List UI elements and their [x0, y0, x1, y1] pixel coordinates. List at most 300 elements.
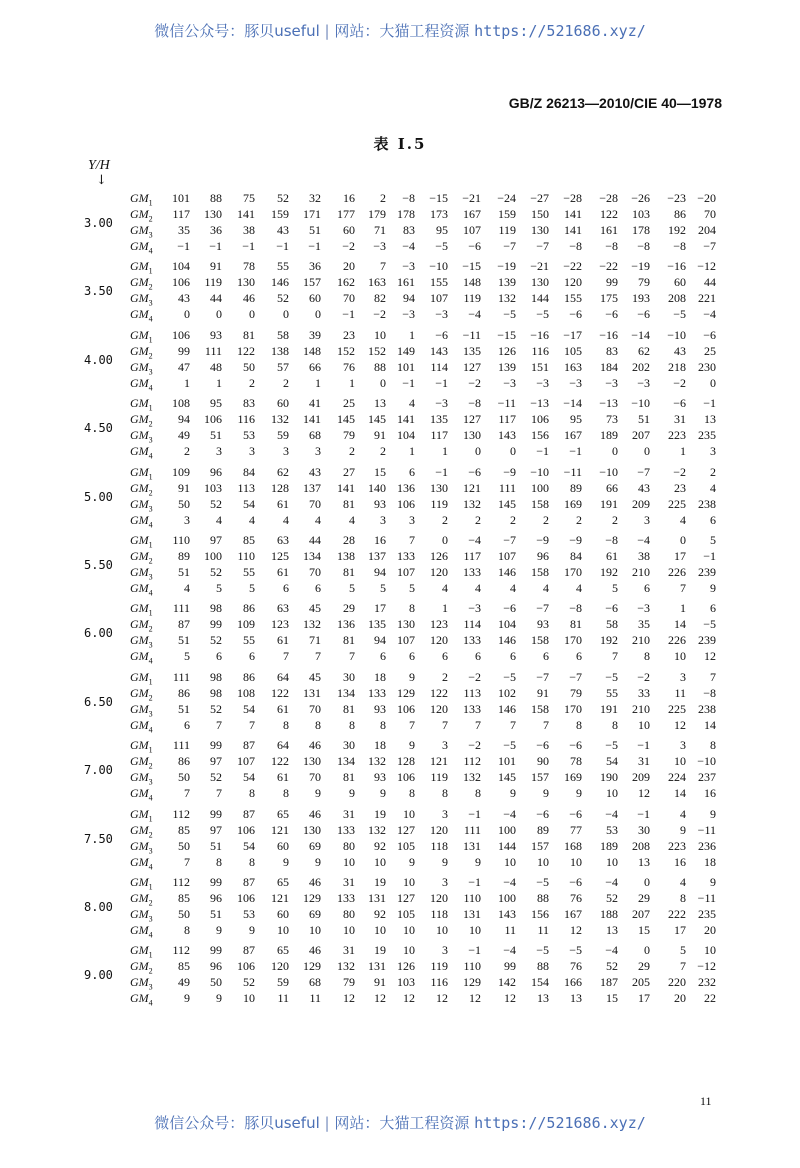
table-cell: 110	[463, 959, 481, 974]
table-cell: −3	[468, 601, 481, 616]
table-row	[0, 258, 800, 274]
table-cell: 109	[237, 617, 255, 632]
table-cell: 43	[309, 464, 321, 479]
table-cell: 168	[564, 838, 582, 853]
table-cell: 31	[343, 875, 355, 889]
table-cell: 30	[343, 738, 355, 753]
table-cell: 52	[210, 496, 222, 511]
table-cell: 132	[303, 617, 321, 632]
table-cell: 4	[184, 581, 190, 595]
table-cell: 8	[249, 786, 255, 801]
table-cell: 140	[368, 480, 386, 495]
table-cell: 132	[337, 959, 355, 974]
table-cell: 134	[337, 685, 355, 700]
table-cell: 12	[638, 786, 650, 801]
table-cell: −6	[605, 307, 618, 322]
table-cell: 4	[315, 512, 321, 527]
table-cell: −16	[599, 327, 618, 342]
table-cell: 60	[277, 907, 289, 921]
table-row	[0, 717, 800, 733]
table-cell: 38	[638, 549, 650, 563]
table-cell: 188	[600, 907, 618, 921]
watermark-prefix: 微信公众号：豚贝useful	[154, 22, 320, 40]
table-cell: 12	[374, 991, 386, 1006]
table-cell: −5	[673, 307, 686, 322]
table-cell: 83	[243, 396, 255, 411]
table-cell: 133	[463, 565, 481, 579]
table-cell: 163	[564, 359, 582, 374]
table-cell: 18	[704, 854, 716, 869]
table-cell: 0	[612, 444, 618, 459]
table-cell: 3	[409, 512, 415, 527]
row-label: $GM_2$	[130, 275, 153, 292]
table-cell: 55	[277, 259, 289, 274]
table-cell: −1	[637, 806, 650, 821]
table-cell: 9	[283, 854, 289, 869]
table-cell: 8	[710, 738, 716, 753]
table-cell: 10	[374, 327, 386, 342]
table-cell: 170	[564, 565, 582, 579]
table-cell: 51	[309, 223, 321, 237]
table-row	[0, 838, 800, 854]
table-cell: 54	[243, 701, 255, 716]
table-cell: 10	[469, 923, 481, 937]
table-cell: 70	[704, 207, 716, 221]
table-cell: 20	[343, 259, 355, 274]
table-row	[0, 395, 800, 411]
table-cell: 236	[698, 838, 716, 853]
table-cell: 117	[498, 412, 516, 427]
table-cell: 192	[600, 565, 618, 579]
table-cell: 127	[463, 412, 481, 427]
table-cell: −5	[536, 875, 549, 889]
table-cell: 9	[349, 786, 355, 801]
table-cell: 146	[498, 633, 516, 648]
table-row	[0, 906, 800, 922]
table-cell: 50	[210, 975, 222, 990]
table-cell: 7	[680, 959, 686, 974]
row-label: $GM_4$	[130, 649, 153, 666]
table-cell: 170	[564, 701, 582, 716]
table-cell: 91	[537, 685, 549, 700]
table-cell: 41	[309, 396, 321, 411]
table-cell: 122	[271, 685, 289, 700]
table-cell: −7	[569, 669, 582, 684]
table-row	[0, 206, 800, 222]
table-cell: 12	[504, 991, 516, 1006]
table-cell: 104	[498, 617, 516, 632]
table-title: 表 Ⅰ.5	[373, 135, 427, 153]
row-label: $GM_2$	[130, 412, 153, 429]
row-label: $GM_4$	[130, 307, 153, 324]
table-cell: 0	[644, 444, 650, 459]
table-cell: 98	[210, 685, 222, 700]
table-cell: −6	[536, 738, 549, 753]
table-cell: 191	[600, 701, 618, 716]
table-cell: 113	[237, 480, 255, 495]
table-cell: 17	[374, 601, 386, 616]
table-cell: 123	[430, 617, 448, 632]
table-cell: 9	[442, 854, 448, 869]
table-cell: 81	[570, 617, 582, 632]
table-cell: 6	[283, 581, 289, 595]
table-cell: 112	[463, 754, 481, 769]
table-cell: −6	[703, 327, 716, 342]
table-cell: 120	[430, 822, 448, 837]
table-cell: 192	[668, 223, 686, 237]
table-cell: 2	[283, 375, 289, 390]
table-cell: 129	[397, 685, 415, 700]
table-cell: 3	[710, 444, 716, 459]
row-group	[0, 464, 800, 540]
table-cell: 68	[309, 428, 321, 443]
table-cell: 84	[570, 549, 582, 563]
table-cell: 4	[576, 581, 582, 595]
table-cell: 4	[442, 581, 448, 595]
table-cell: −3	[605, 375, 618, 390]
table-cell: 91	[210, 259, 222, 274]
table-cell: 98	[210, 669, 222, 684]
table-cell: 106	[397, 496, 415, 511]
table-cell: −7	[637, 464, 650, 479]
row-label: $GM_2$	[130, 343, 153, 361]
standard-number: GB/Z 26213—2010/CIE 40—1978	[508, 95, 722, 111]
table-cell: 189	[600, 428, 618, 443]
row-label: $GM_3$	[130, 223, 153, 240]
table-cell: 99	[210, 617, 222, 632]
table-cell: 93	[374, 770, 386, 785]
table-cell: 127	[397, 891, 415, 905]
row-group	[0, 737, 800, 813]
table-row	[0, 327, 800, 343]
table-cell: 97	[210, 533, 222, 547]
table-cell: 8	[184, 923, 190, 937]
table-cell: 4	[249, 512, 255, 527]
table-cell: 3	[184, 512, 190, 527]
table-cell: 205	[632, 975, 650, 990]
table-cell: 6	[184, 717, 190, 732]
table-cell: 103	[632, 207, 650, 221]
table-cell: 88	[210, 191, 222, 205]
table-cell: 16	[374, 533, 386, 547]
table-cell: 209	[632, 496, 650, 511]
table-cell: 128	[271, 480, 289, 495]
table-cell: 103	[397, 975, 415, 990]
table-cell: 167	[564, 907, 582, 921]
table-cell: −28	[599, 191, 618, 205]
table-cell: 87	[243, 943, 255, 958]
row-label: $GM_1$	[130, 533, 153, 550]
yh-value: 7.50	[84, 831, 113, 846]
row-label: $GM_1$	[130, 259, 153, 276]
table-cell: 179	[368, 207, 386, 221]
table-row	[0, 974, 800, 990]
table-cell: 157	[531, 770, 549, 785]
row-label: $GM_1$	[130, 191, 153, 208]
table-cell: 171	[303, 207, 321, 221]
table-cell: 148	[463, 275, 481, 290]
table-cell: −5	[503, 738, 516, 753]
table-cell: 6	[576, 649, 582, 664]
table-cell: 5	[249, 581, 255, 595]
table-cell: 88	[537, 959, 549, 974]
table-cell: 1	[680, 601, 686, 616]
table-cell: 51	[638, 412, 650, 427]
table-cell: 161	[397, 275, 415, 290]
table-cell: 210	[632, 633, 650, 648]
table-cell: 50	[178, 770, 190, 785]
table-cell: 105	[564, 343, 582, 358]
watermark-url[interactable]: https://521686.xyz/	[474, 1114, 646, 1132]
row-label: $GM_1$	[130, 327, 153, 345]
table-cell: 9	[184, 991, 190, 1006]
table-cell: −19	[497, 259, 516, 274]
table-cell: −27	[530, 191, 549, 205]
row-label: $GM_2$	[130, 891, 153, 908]
table-cell: 155	[430, 275, 448, 290]
table-cell: −20	[697, 191, 716, 205]
table-cell: 12	[436, 991, 448, 1006]
table-cell: 81	[343, 701, 355, 716]
table-cell: 10	[374, 854, 386, 869]
table-cell: 45	[309, 669, 321, 684]
table-cell: −6	[468, 239, 481, 253]
table-cell: −4	[605, 943, 618, 958]
table-cell: 81	[243, 327, 255, 342]
table-cell: 51	[178, 565, 190, 579]
table-row	[0, 632, 800, 648]
table-cell: 55	[606, 685, 618, 700]
table-cell: 54	[243, 496, 255, 511]
table-cell: 119	[498, 223, 516, 237]
table-cell: 9	[380, 786, 386, 801]
table-cell: 2	[442, 512, 448, 527]
row-group	[0, 190, 800, 266]
axis-label-yh: Y/H	[88, 158, 110, 173]
table-cell: −11	[697, 891, 716, 905]
table-cell: 120	[430, 565, 448, 579]
table-cell: 158	[531, 565, 549, 579]
table-cell: 130	[237, 275, 255, 290]
table-cell: 129	[463, 975, 481, 990]
table-cell: 1	[409, 444, 415, 459]
table-row	[0, 685, 800, 701]
table-cell: −15	[429, 191, 448, 205]
table-cell: −6	[569, 307, 582, 322]
table-cell: 64	[277, 738, 289, 753]
table-cell: 132	[368, 822, 386, 837]
table-cell: 70	[309, 565, 321, 579]
table-cell: 107	[463, 223, 481, 237]
table-cell: 11	[504, 923, 516, 937]
table-cell: 93	[210, 327, 222, 342]
table-cell: 13	[374, 396, 386, 411]
table-cell: −3	[637, 601, 650, 616]
watermark-separator: |	[324, 1114, 330, 1132]
table-cell: 204	[698, 223, 716, 237]
table-cell: 133	[368, 685, 386, 700]
table-row	[0, 701, 800, 717]
watermark-separator: |	[324, 22, 330, 40]
watermark-bottom	[0, 1112, 800, 1133]
table-cell: 210	[632, 701, 650, 716]
table-cell: 1	[442, 601, 448, 616]
table-cell: 100	[498, 891, 516, 905]
table-cell: 235	[698, 428, 716, 443]
row-label: $GM_2$	[130, 549, 153, 566]
table-cell: 9	[249, 923, 255, 937]
table-cell: 20	[704, 923, 716, 937]
table-cell: 11	[674, 685, 686, 700]
table-cell: 95	[436, 223, 448, 237]
table-cell: 117	[430, 428, 448, 443]
table-cell: 10	[704, 943, 716, 958]
yh-value: 8.00	[84, 900, 113, 914]
table-cell: 66	[309, 359, 321, 374]
table-cell: 5	[184, 649, 190, 664]
table-cell: 111	[498, 480, 516, 495]
table-cell: 94	[403, 291, 415, 306]
table-cell: 132	[463, 770, 481, 785]
table-cell: 62	[277, 464, 289, 479]
table-cell: 73	[606, 412, 618, 427]
table-cell: 51	[210, 907, 222, 921]
table-cell: 14	[674, 786, 686, 801]
table-cell: 100	[204, 549, 222, 563]
table-cell: 100	[498, 822, 516, 837]
table-cell: 9	[576, 786, 582, 801]
table-cell: 121	[430, 754, 448, 769]
table-cell: 10	[606, 854, 618, 869]
yh-value: 9.00	[84, 968, 113, 983]
table-cell: 50	[178, 907, 190, 921]
table-cell: 141	[303, 412, 321, 427]
table-cell: 22	[704, 991, 716, 1006]
yh-value: 3.00	[84, 216, 113, 230]
table-cell: 224	[668, 770, 686, 785]
table-cell: 130	[430, 480, 448, 495]
table-cell: 106	[237, 891, 255, 905]
table-cell: 2	[380, 444, 386, 459]
table-cell: −5	[536, 307, 549, 322]
table-cell: 77	[570, 822, 582, 837]
table-cell: 3	[216, 444, 222, 459]
row-label: $GM_3$	[130, 770, 153, 787]
table-cell: 10	[343, 854, 355, 869]
row-label: $GM_4$	[130, 512, 153, 529]
table-cell: 2	[510, 512, 516, 527]
table-cell: 10	[570, 854, 582, 869]
table-cell: 43	[277, 223, 289, 237]
table-cell: 61	[277, 496, 289, 511]
watermark-site: 网站：大猫工程资源	[334, 22, 470, 40]
table-cell: 238	[698, 701, 716, 716]
table-cell: −8	[402, 191, 415, 205]
table-cell: 61	[277, 633, 289, 648]
table-cell: 120	[430, 891, 448, 905]
row-label: $GM_3$	[130, 975, 153, 992]
table-cell: 119	[463, 291, 481, 306]
table-cell: 44	[704, 275, 716, 290]
table-cell: 82	[374, 291, 386, 306]
table-cell: 133	[463, 633, 481, 648]
table-cell: −1	[342, 307, 355, 322]
table-cell: 0	[380, 375, 386, 390]
table-cell: 58	[277, 327, 289, 342]
table-cell: 7	[612, 649, 618, 664]
table-cell: −4	[402, 239, 415, 253]
table-cell: 31	[638, 754, 650, 769]
table-cell: 10	[403, 875, 415, 889]
table-cell: 43	[638, 480, 650, 495]
table-cell: 12	[570, 923, 582, 937]
table-cell: 53	[606, 822, 618, 837]
table-cell: 119	[430, 496, 448, 511]
table-cell: 10	[343, 923, 355, 937]
table-cell: 51	[178, 701, 190, 716]
table-cell: 5	[349, 581, 355, 595]
table-cell: 9	[409, 738, 415, 753]
table-cell: 151	[531, 359, 549, 374]
table-cell: 62	[638, 343, 650, 358]
yh-value: 5.50	[84, 558, 113, 572]
table-cell: 87	[243, 875, 255, 889]
table-cell: 35	[178, 223, 190, 237]
table-cell: 60	[674, 275, 686, 290]
table-cell: 85	[243, 533, 255, 547]
table-cell: 150	[531, 207, 549, 221]
table-cell: 126	[498, 343, 516, 358]
table-cell: −2	[637, 669, 650, 684]
table-cell: 52	[606, 891, 618, 905]
table-cell: 239	[698, 633, 716, 648]
table-cell: 94	[374, 565, 386, 579]
table-cell: 52	[210, 565, 222, 579]
table-cell: 8	[283, 786, 289, 801]
table-cell: 91	[374, 428, 386, 443]
table-cell: −6	[536, 806, 549, 821]
table-cell: 78	[570, 754, 582, 769]
row-group	[0, 942, 800, 1018]
table-cell: −7	[503, 533, 516, 547]
table-cell: −3	[536, 375, 549, 390]
table-cell: 70	[309, 496, 321, 511]
table-cell: 148	[303, 343, 321, 358]
table-cell: −28	[563, 191, 582, 205]
table-cell: 106	[397, 701, 415, 716]
table-cell: −10	[631, 396, 650, 411]
table-cell: 190	[600, 770, 618, 785]
table-cell: 237	[698, 770, 716, 785]
table-cell: −9	[569, 533, 582, 547]
table-cell: 53	[243, 428, 255, 443]
table-cell: 52	[277, 291, 289, 306]
table-cell: 111	[204, 343, 222, 358]
table-cell: 7	[543, 717, 549, 732]
table-cell: 15	[606, 991, 618, 1006]
table-cell: 55	[243, 633, 255, 648]
yh-value: 4.50	[84, 421, 113, 436]
table-cell: 25	[343, 396, 355, 411]
table-cell: 19	[374, 875, 386, 889]
table-cell: 79	[343, 428, 355, 443]
watermark-url[interactable]: https://521686.xyz/	[474, 22, 646, 40]
table-cell: −3	[569, 375, 582, 390]
table-cell: 10	[537, 854, 549, 869]
table-cell: 226	[668, 565, 686, 579]
table-cell: 130	[397, 617, 415, 632]
table-cell: 156	[531, 907, 549, 921]
